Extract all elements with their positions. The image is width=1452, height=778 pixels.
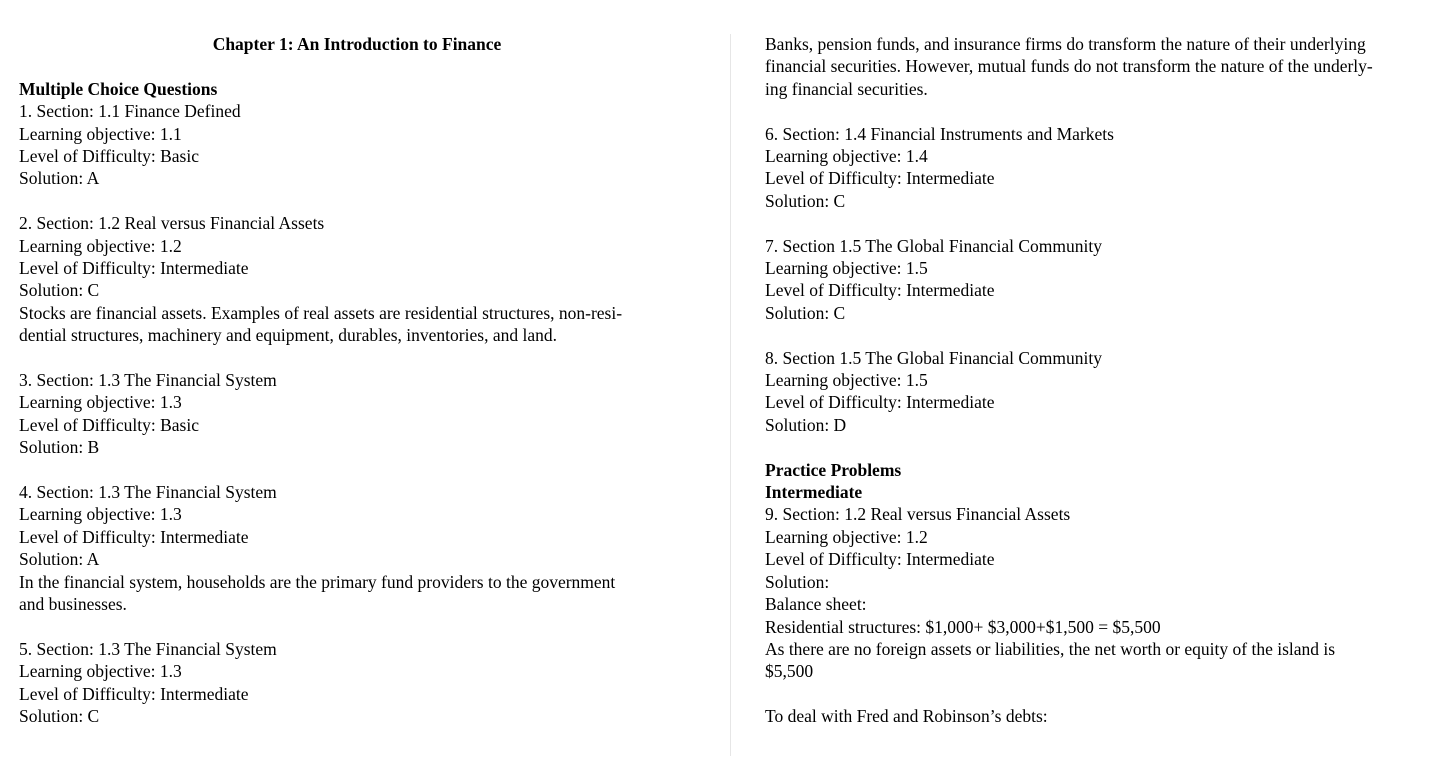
question-solution: Solution: C: [19, 706, 100, 727]
balance-sheet-label: Balance sheet:: [765, 594, 867, 615]
carryover-text: Banks, pension funds, and insurance firms do transform the nature of their underlying: [765, 34, 1366, 54]
question-section: 7. Section 1.5 The Global Financial Community: [765, 235, 1103, 256]
question-section: 1. Section: 1.1 Finance Defined: [19, 101, 241, 122]
question-objective: Learning objective: 1.2: [765, 526, 928, 547]
debts-text: To deal with Fred and Robinson’s debts:: [765, 706, 1048, 727]
question-difficulty: Level of Difficulty: Intermediate: [19, 258, 249, 279]
section-heading: Multiple Choice Questions: [19, 78, 218, 99]
question-objective: Learning objective: 1.3: [19, 661, 182, 682]
question-objective: Learning objective: 1.1: [19, 123, 182, 144]
question-objective: Learning objective: 1.4: [765, 146, 928, 167]
question-section: 8. Section 1.5 The Global Financial Community: [765, 347, 1103, 368]
question-difficulty: Level of Difficulty: Intermediate: [765, 168, 995, 189]
question-difficulty: Level of Difficulty: Intermediate: [19, 526, 249, 547]
question-explanation: dential structures, machinery and equipment, durables, inventories, and land.: [19, 325, 557, 346]
question-section: 4. Section: 1.3 The Financial System: [19, 482, 277, 503]
question-solution: Solution: D: [765, 414, 847, 435]
question-3: [19, 369, 709, 459]
question-objective: Learning objective: 1.5: [765, 370, 928, 391]
residential-structures: Residential structures: $1,000+ $3,000+$1,500 = $5,500: [765, 616, 1161, 637]
question-section: 5. Section: 1.3 The Financial System: [19, 638, 277, 659]
question-8: [765, 347, 1441, 437]
spacer: [765, 683, 1441, 705]
spacer: [765, 436, 1441, 458]
question-difficulty: Level of Difficulty: Intermediate: [19, 683, 249, 704]
question-section: 3. Section: 1.3 The Financial System: [19, 370, 277, 391]
carryover-explanation: [765, 33, 1441, 100]
question-explanation: In the financial system, households are the primary fund providers to the government: [19, 571, 616, 592]
question-5: [19, 638, 709, 728]
question-7: [765, 235, 1441, 325]
chapter-title: Chapter 1: An Introduction to Finance: [212, 34, 502, 54]
question-solution: Solution: A: [19, 168, 100, 189]
question-objective: Learning objective: 1.3: [19, 392, 182, 413]
question-difficulty: Level of Difficulty: Basic: [19, 414, 199, 435]
spacer: [19, 459, 709, 481]
spacer: [765, 100, 1441, 122]
question-difficulty: Level of Difficulty: Basic: [19, 146, 199, 167]
question-4: [19, 481, 709, 615]
question-solution: Solution: A: [19, 549, 100, 570]
subsection-heading: Intermediate: [765, 482, 863, 503]
page-divider: [730, 34, 731, 756]
question-solution: Solution: C: [19, 280, 100, 301]
question-6: [765, 123, 1441, 213]
spacer: [765, 212, 1441, 234]
question-solution: Solution: B: [19, 437, 100, 458]
question-solution: Solution: C: [765, 302, 846, 323]
carryover-text: financial securities. However, mutual funds do not transform the nature of the underly-: [765, 56, 1373, 77]
question-1: [19, 100, 709, 190]
question-difficulty: Level of Difficulty: Intermediate: [765, 549, 995, 570]
question-solution: Solution: C: [765, 190, 846, 211]
question-section: 6. Section: 1.4 Financial Instruments and Markets: [765, 123, 1114, 144]
question-difficulty: Level of Difficulty: Intermediate: [765, 280, 995, 301]
question-objective: Learning objective: 1.5: [765, 258, 928, 279]
question-explanation: and businesses.: [19, 594, 127, 615]
question-explanation: Stocks are financial assets. Examples of real assets are residential structures, non-resi-: [19, 302, 623, 323]
question-section: 9. Section: 1.2 Real versus Financial Assets: [765, 504, 1071, 525]
question-objective: Learning objective: 1.2: [19, 235, 182, 256]
left-page: [19, 33, 709, 728]
question-difficulty: Level of Difficulty: Intermediate: [765, 392, 995, 413]
net-worth-text: As there are no foreign assets or liabilities, the net worth or equity of the island is: [765, 638, 1336, 659]
question-section: 2. Section: 1.2 Real versus Financial Assets: [19, 213, 325, 234]
question-9: [765, 503, 1441, 682]
net-worth-text: $5,500: [765, 661, 814, 682]
spacer: [19, 55, 709, 77]
spacer: [765, 324, 1441, 346]
question-2: [19, 212, 709, 346]
spacer: [19, 616, 709, 638]
spacer: [19, 347, 709, 369]
spacer: [19, 190, 709, 212]
question-objective: Learning objective: 1.3: [19, 504, 182, 525]
question-solution: Solution:: [765, 571, 830, 592]
section-heading: Practice Problems: [765, 459, 902, 480]
right-page: [765, 33, 1441, 728]
carryover-text: ing financial securities.: [765, 78, 928, 99]
